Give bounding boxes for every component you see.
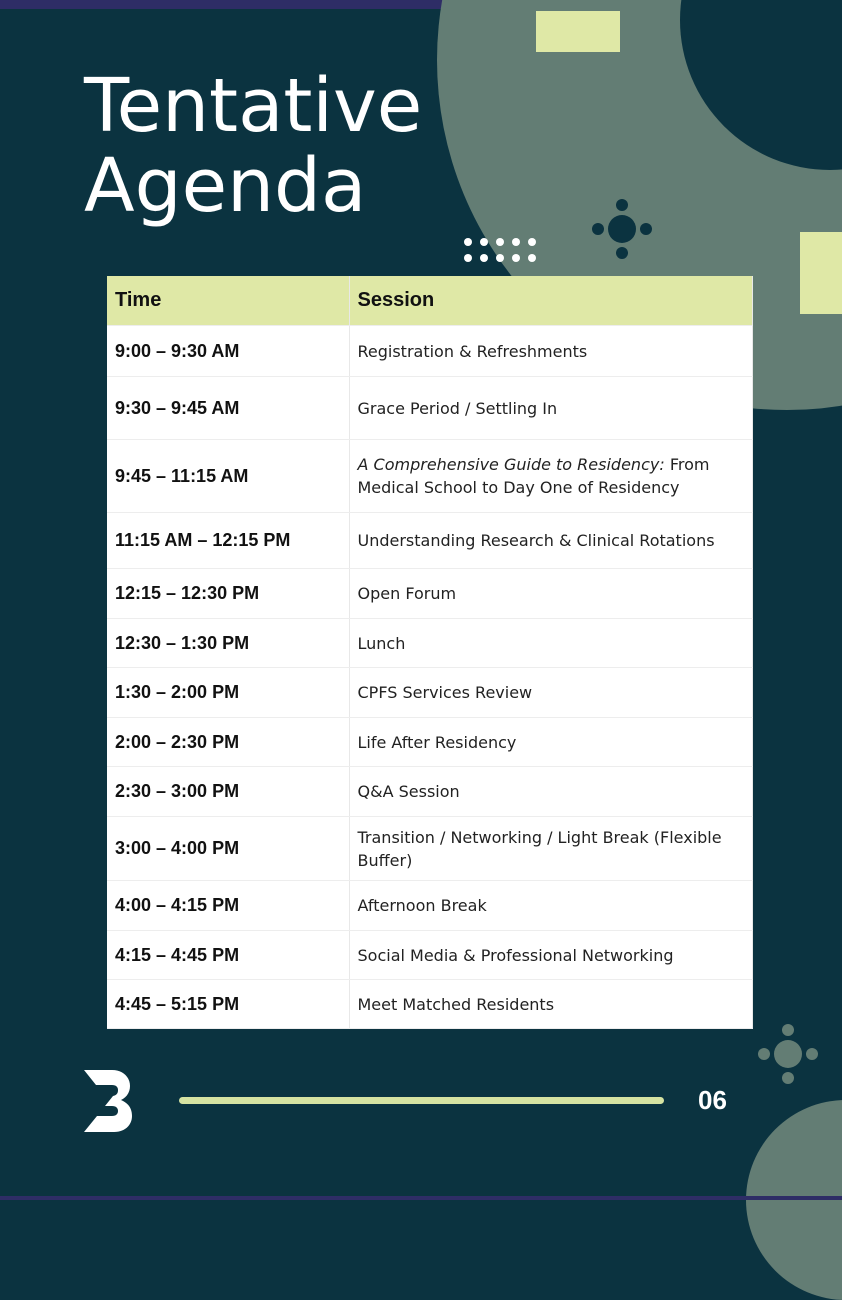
time-cell: 12:15 – 12:30 PM bbox=[107, 569, 349, 619]
table-row bbox=[107, 326, 753, 377]
time-cell: 4:45 – 5:15 PM bbox=[107, 980, 349, 1029]
time-cell: 2:00 – 2:30 PM bbox=[107, 718, 349, 767]
time-cell: 4:00 – 4:15 PM bbox=[107, 881, 349, 931]
table-row bbox=[107, 619, 753, 668]
table-row bbox=[107, 817, 753, 881]
session-italic-text: A Comprehensive Guide to Residency: bbox=[357, 455, 665, 474]
table-row bbox=[107, 767, 753, 817]
agenda-table bbox=[107, 276, 753, 1029]
time-cell: 1:30 – 2:00 PM bbox=[107, 668, 349, 718]
session-cell: Q&A Session bbox=[349, 767, 753, 817]
time-cell: 12:30 – 1:30 PM bbox=[107, 619, 349, 668]
title-line-1: Tentative bbox=[84, 63, 423, 149]
time-cell: 2:30 – 3:00 PM bbox=[107, 767, 349, 817]
table-row bbox=[107, 881, 753, 931]
session-cell: CPFS Services Review bbox=[349, 668, 753, 718]
time-cell: 3:00 – 4:00 PM bbox=[107, 817, 349, 881]
session-cell: Transition / Networking / Light Break (Flexible Buffer) bbox=[349, 817, 753, 881]
session-cell: Meet Matched Residents bbox=[349, 980, 753, 1029]
time-cell: 11:15 AM – 12:15 PM bbox=[107, 513, 349, 569]
dot-grid-icon bbox=[464, 238, 540, 266]
table-row bbox=[107, 931, 753, 980]
time-cell: 9:45 – 11:15 AM bbox=[107, 440, 349, 513]
table-row bbox=[107, 718, 753, 767]
title-line-2: Agenda bbox=[84, 143, 367, 229]
table-row bbox=[107, 440, 753, 513]
session-text: From Medical School to Day One of Residency bbox=[357, 455, 710, 497]
progress-line bbox=[179, 1097, 664, 1104]
page-title bbox=[84, 63, 423, 229]
bottom-accent-bar bbox=[0, 1196, 842, 1200]
time-cell: 9:30 – 9:45 AM bbox=[107, 377, 349, 440]
time-cell: 4:15 – 4:45 PM bbox=[107, 931, 349, 980]
decorative-bottom-circle bbox=[746, 1100, 842, 1300]
time-cell: 9:00 – 9:30 AM bbox=[107, 326, 349, 377]
table-header-row bbox=[107, 276, 753, 326]
session-cell: Registration & Refreshments bbox=[349, 326, 753, 377]
session-cell: Social Media & Professional Networking bbox=[349, 931, 753, 980]
table-row bbox=[107, 668, 753, 718]
session-cell: Understanding Research & Clinical Rotations bbox=[349, 513, 753, 569]
table-row bbox=[107, 377, 753, 440]
page-number: 06 bbox=[698, 1085, 727, 1115]
session-cell bbox=[349, 440, 753, 513]
session-cell: Life After Residency bbox=[349, 718, 753, 767]
table-row bbox=[107, 569, 753, 619]
dot-cross-dark-icon bbox=[590, 197, 654, 261]
session-cell: Lunch bbox=[349, 619, 753, 668]
b-logo-icon bbox=[84, 1070, 132, 1132]
table-row bbox=[107, 980, 753, 1029]
session-cell: Open Forum bbox=[349, 569, 753, 619]
dot-cross-sage-icon bbox=[756, 1022, 820, 1086]
decorative-green-rectangle-top bbox=[536, 11, 620, 52]
header-time: Time bbox=[107, 276, 349, 326]
header-session: Session bbox=[349, 276, 753, 326]
decorative-green-rectangle-right bbox=[800, 232, 842, 314]
session-cell: Afternoon Break bbox=[349, 881, 753, 931]
session-cell: Grace Period / Settling In bbox=[349, 377, 753, 440]
table-row bbox=[107, 513, 753, 569]
